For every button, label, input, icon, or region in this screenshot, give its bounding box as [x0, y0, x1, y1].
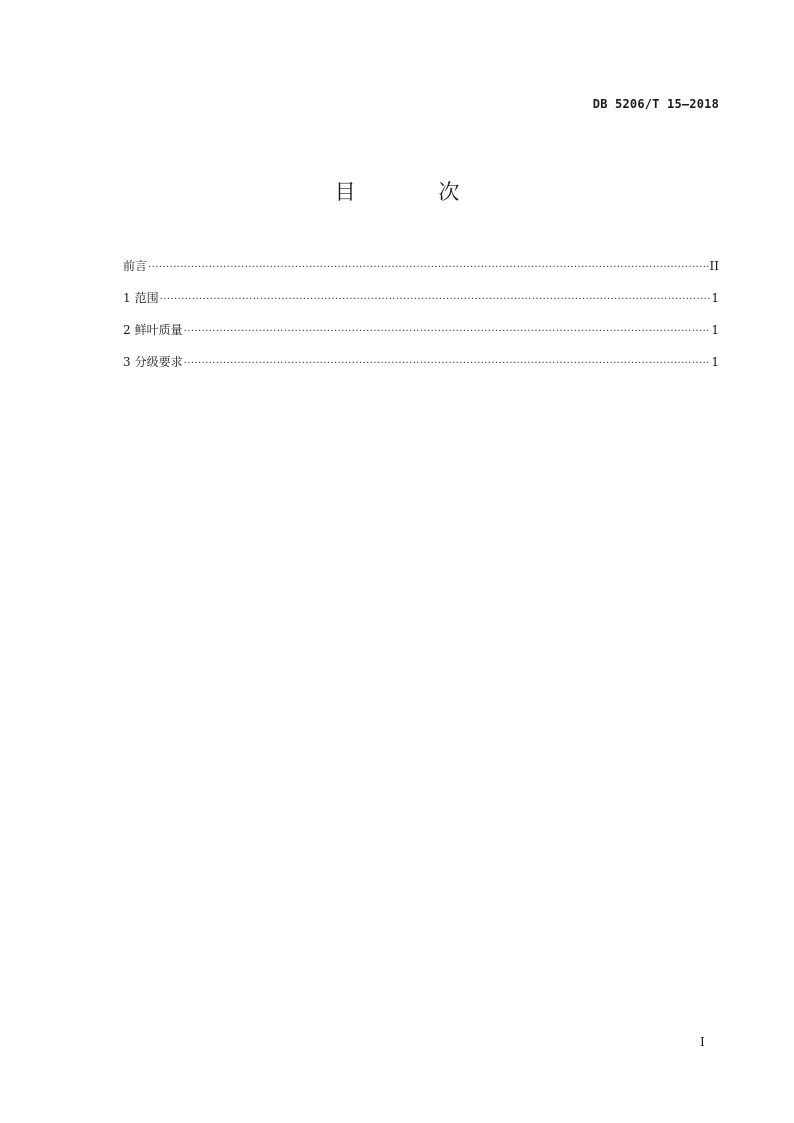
page-number: I	[700, 1035, 705, 1049]
toc-dot-leader	[184, 322, 710, 342]
page-title: 目 次	[334, 180, 498, 204]
toc-entry-grading-requirements[interactable]	[123, 352, 719, 384]
toc-entry-number: 3	[123, 355, 131, 369]
toc-entry-page: 1	[711, 323, 719, 337]
toc-entry-title: 范围	[134, 291, 159, 305]
toc-entry-label	[123, 288, 159, 308]
toc-entry-title: 鲜叶质量	[134, 323, 183, 337]
toc-dot-leader	[160, 290, 710, 310]
toc-entry-title: 分级要求	[134, 355, 183, 369]
toc-entry-page: 1	[711, 355, 719, 369]
toc-entry-scope[interactable]	[123, 288, 719, 320]
toc-dot-leader	[184, 354, 710, 374]
table-of-contents	[123, 256, 719, 384]
toc-entry-title: 前言	[123, 259, 148, 273]
toc-dot-leader	[148, 258, 709, 278]
toc-entry-page: 1	[711, 291, 719, 305]
toc-entry-number: 1	[123, 291, 131, 305]
toc-entry-label	[123, 352, 183, 372]
toc-entry-foreword[interactable]	[123, 256, 719, 288]
toc-entry-fresh-leaf-quality[interactable]	[123, 320, 719, 352]
toc-entry-label	[123, 320, 183, 340]
document-code: DB 5206/T 15—2018	[592, 97, 719, 111]
toc-entry-page: II	[709, 259, 719, 273]
toc-entry-number: 2	[123, 323, 131, 337]
toc-entry-label	[123, 256, 147, 276]
